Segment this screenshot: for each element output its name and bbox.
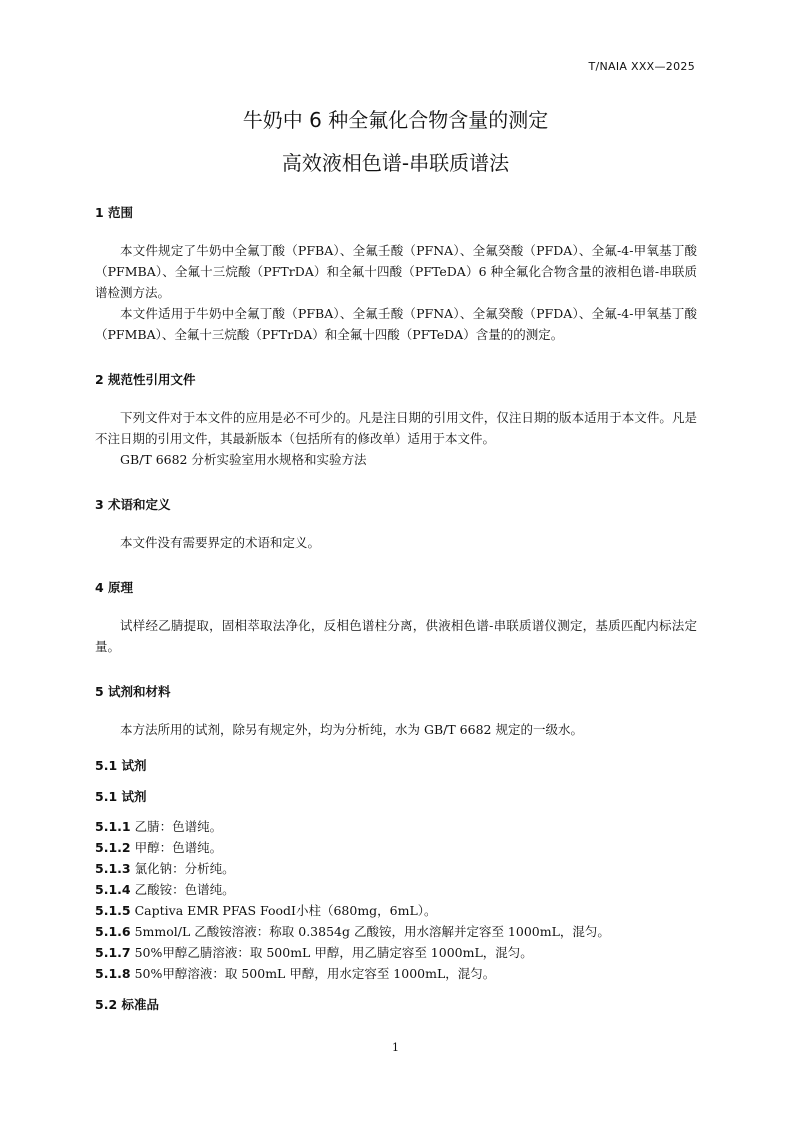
subsection-heading-reagents-repeat: 5.1 试剂 <box>95 789 147 804</box>
subsection-heading-reagents: 5.1 试剂 <box>95 758 147 773</box>
item-number: 5.1.6 <box>95 924 131 939</box>
terms-paragraph: 本文件没有需要界定的术语和定义。 <box>120 535 321 550</box>
list-item <box>95 859 235 877</box>
section-heading-scope: 1 范围 <box>95 205 134 220</box>
list-item <box>95 922 610 940</box>
item-text: 乙酸铵：色谱纯。 <box>134 882 235 897</box>
scope-paragraph-1: 本文件规定了牛奶中全氟丁酸（PFBA）、全氟壬酸（PFNA）、全氟癸酸（PFDA）、全氟-4-甲氧基丁酸（PFMBA）、全氟十三烷酸（PFTrDA）和全氟十四酸（PFTeDA）6 种全氟化合物含量的液相色谱-串联质谱检测方法。 <box>95 243 697 300</box>
document-subtitle: 高效液相色谱-串联质谱法 <box>281 151 510 175</box>
list-item <box>95 964 495 982</box>
list-item <box>95 880 235 898</box>
item-number: 5.1.7 <box>95 945 131 960</box>
item-number: 5.1.8 <box>95 966 131 981</box>
subsection-heading-standards: 5.2 标准品 <box>95 997 159 1012</box>
section-heading-terms: 3 术语和定义 <box>95 497 171 512</box>
item-number: 5.1.3 <box>95 861 131 876</box>
item-text: Captiva EMR PFAS FoodⅠ小柱（680mg，6mL）。 <box>134 903 437 918</box>
item-text: 氯化钠：分析纯。 <box>134 861 235 876</box>
page-number: 1 <box>392 1041 399 1054</box>
item-number: 5.1.2 <box>95 840 131 855</box>
list-item <box>95 943 533 961</box>
references-paragraph-1: 下列文件对于本文件的应用是必不可少的。凡是注日期的引用文件，仅注日期的版本适用于本文件。凡是不注日期的引用文件，其最新版本（包括所有的修改单）适用于本文件。 <box>95 410 697 446</box>
section-heading-principle: 4 原理 <box>95 580 134 595</box>
item-number: 5.1.4 <box>95 882 131 897</box>
item-text: 50%甲醇溶液：取 500mL 甲醇，用水定容至 1000mL，混匀。 <box>134 966 496 981</box>
item-number: 5.1.5 <box>95 903 131 918</box>
references-paragraph-2: GB/T 6682 分析实验室用水规格和实验方法 <box>120 452 367 467</box>
item-number: 5.1.1 <box>95 819 131 834</box>
principle-paragraph: 试样经乙腈提取，固相萃取法净化，反相色谱柱分离，供液相色谱-串联质谱仪测定，基质匹配内标法定量。 <box>95 618 697 654</box>
item-text: 甲醇：色谱纯。 <box>134 840 223 855</box>
scope-paragraph-2: 本文件适用于牛奶中全氟丁酸（PFBA）、全氟壬酸（PFNA）、全氟癸酸（PFDA）、全氟-4-甲氧基丁酸（PFMBA）、全氟十三烷酸（PFTrDA）和全氟十四酸（PFTeDA）含量的的测定。 <box>95 306 697 342</box>
section-heading-reagents: 5 试剂和材料 <box>95 684 171 699</box>
item-text: 50%甲醇乙腈溶液：取 500mL 甲醇，用乙腈定容至 1000mL，混匀。 <box>134 945 533 960</box>
list-item <box>95 901 437 919</box>
document-code: T/NAIA XXX—2025 <box>588 60 695 73</box>
document-title: 牛奶中 6 种全氟化合物含量的测定 <box>242 108 549 132</box>
item-text: 乙腈：色谱纯。 <box>134 819 223 834</box>
reagents-paragraph: 本方法所用的试剂，除另有规定外，均为分析纯，水为 GB/T 6682 规定的一级水。 <box>120 722 583 737</box>
item-text: 5mmol/L 乙酸铵溶液：称取 0.3854g 乙酸铵，用水溶解并定容至 1000mL，混匀。 <box>134 924 610 939</box>
list-item <box>95 817 222 835</box>
section-heading-normative-references: 2 规范性引用文件 <box>95 372 196 387</box>
list-item <box>95 838 222 856</box>
